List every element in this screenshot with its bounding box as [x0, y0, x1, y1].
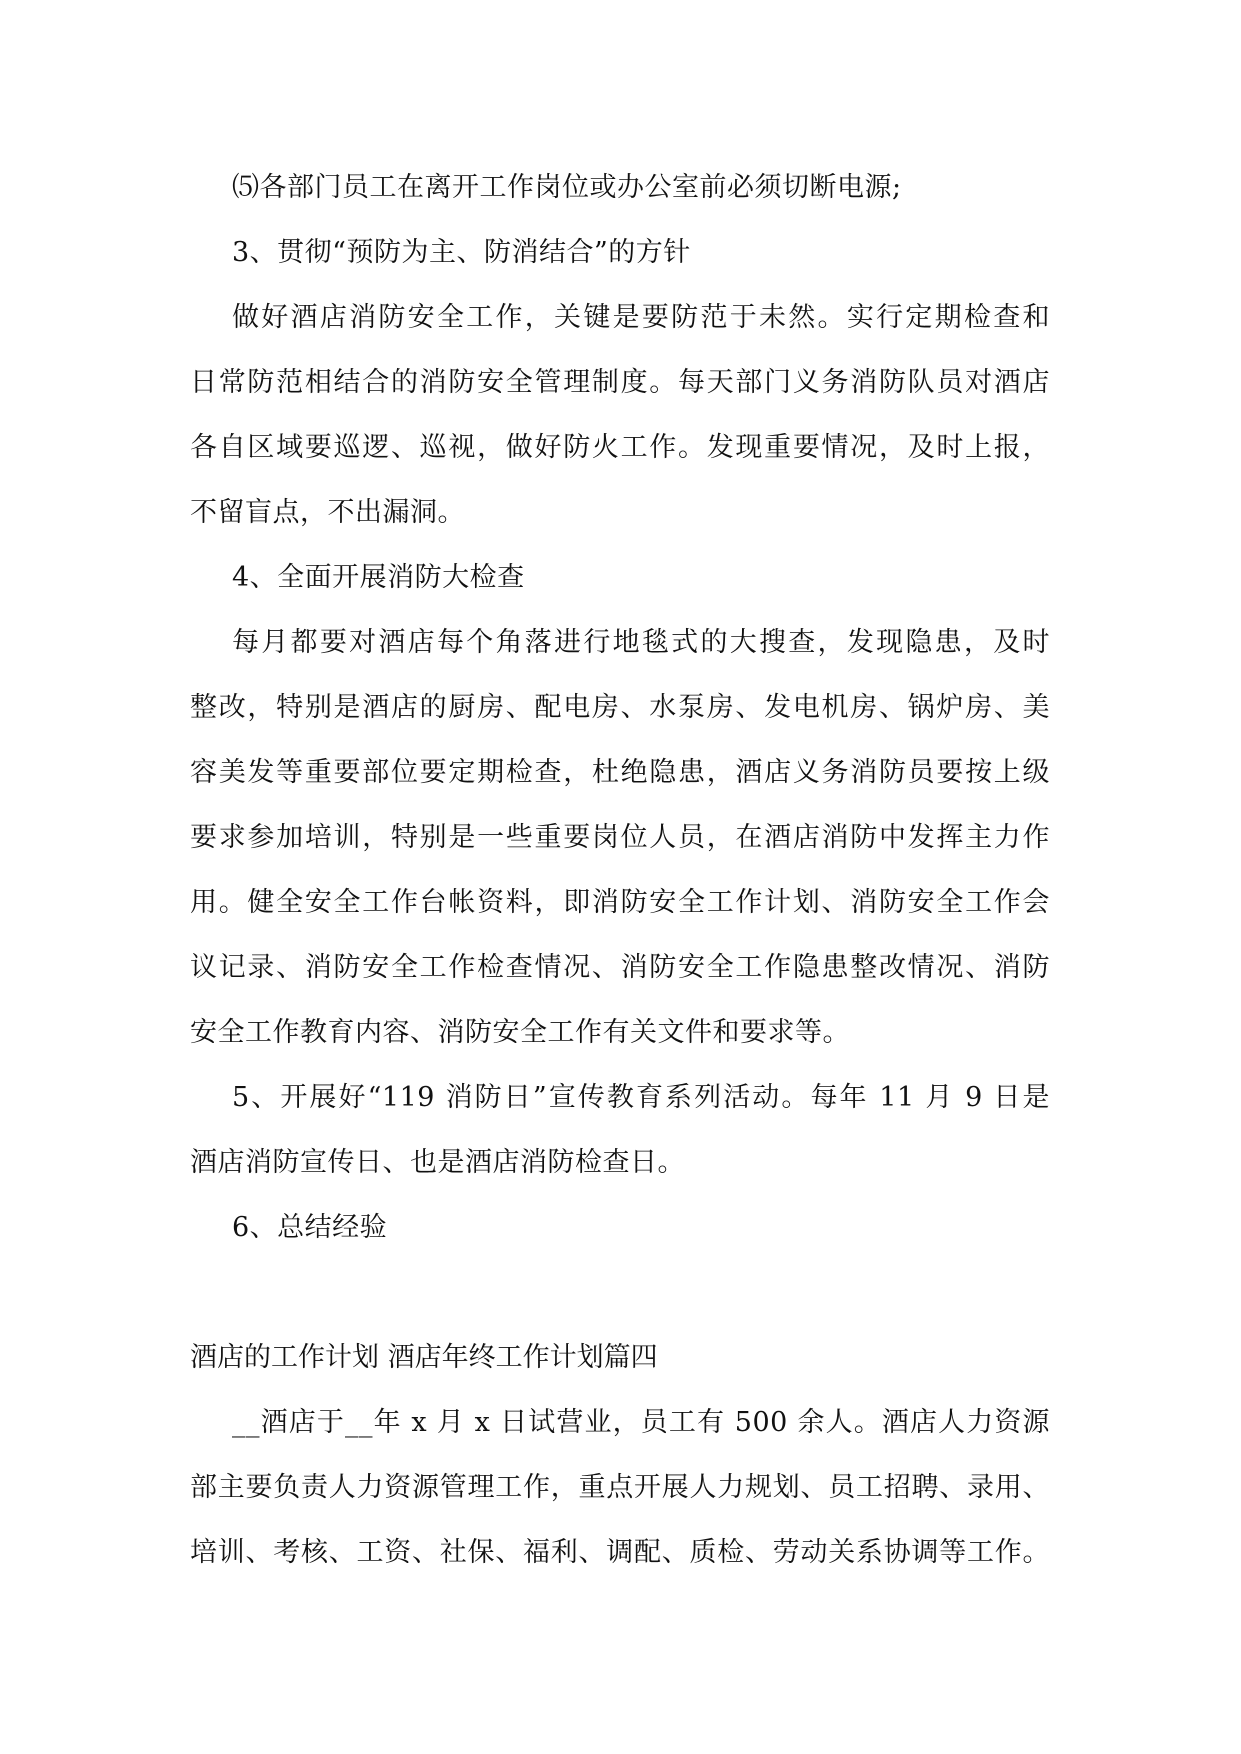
section-heading-6: 6、总结经验 — [232, 1212, 388, 1243]
paragraph-line: 议记录、消防安全工作检查情况、消防安全工作隐患整改情况、消防 — [190, 952, 1050, 983]
paragraph-line: 用。健全安全工作台帐资料，即消防安全工作计划、消防安全工作会 — [190, 887, 1050, 918]
paragraph-line: 不留盲点，不出漏洞。 — [190, 497, 465, 528]
paragraph-line: 日常防范相结合的消防安全管理制度。每天部门义务消防队员对酒店 — [190, 367, 1050, 398]
section-heading-5: 5、开展好“119 消防日”宣传教育系列活动。每年 11 月 9 日是 — [232, 1082, 1051, 1113]
document-body — [190, 155, 1050, 1585]
blank-gap — [190, 1260, 1050, 1325]
paragraph-line: 每月都要对酒店每个角落进行地毯式的大搜查，发现隐患，及时 — [232, 627, 1050, 658]
section-heading-4: 4、全面开展消防大检查 — [232, 562, 525, 593]
paragraph-line: 培训、考核、工资、社保、福利、调配、质检、劳动关系协调等工作。 — [190, 1537, 1050, 1568]
paragraph-line: 各自区域要巡逻、巡视，做好防火工作。发现重要情况，及时上报， — [190, 432, 1050, 463]
paragraph-line: 酒店消防宣传日、也是酒店消防检查日。 — [190, 1147, 685, 1178]
paragraph-line: 做好酒店消防安全工作，关键是要防范于未然。实行定期检查和 — [232, 302, 1050, 333]
chapter-title: 酒店的工作计划 酒店年终工作计划篇四 — [190, 1342, 658, 1373]
paragraph-line: 容美发等重要部位要定期检查，杜绝隐患，酒店义务消防员要按上级 — [190, 757, 1050, 788]
paragraph-line: 要求参加培训，特别是一些重要岗位人员，在酒店消防中发挥主力作 — [190, 822, 1050, 853]
paragraph-line: 安全工作教育内容、消防安全工作有关文件和要求等。 — [190, 1017, 850, 1048]
section-heading-3: 3、贯彻“预防为主、防消结合”的方针 — [232, 237, 691, 268]
paragraph-line: __酒店于__年 x 月 x 日试营业，员工有 500 余人。酒店人力资源 — [232, 1407, 1050, 1438]
paragraph-line: 部主要负责人力资源管理工作，重点开展人力规划、员工招聘、录用、 — [190, 1472, 1050, 1503]
list-item-power-off: ⑸各部门员工在离开工作岗位或办公室前必须切断电源; — [232, 172, 902, 203]
paragraph-line: 整改，特别是酒店的厨房、配电房、水泵房、发电机房、锅炉房、美 — [190, 692, 1050, 723]
